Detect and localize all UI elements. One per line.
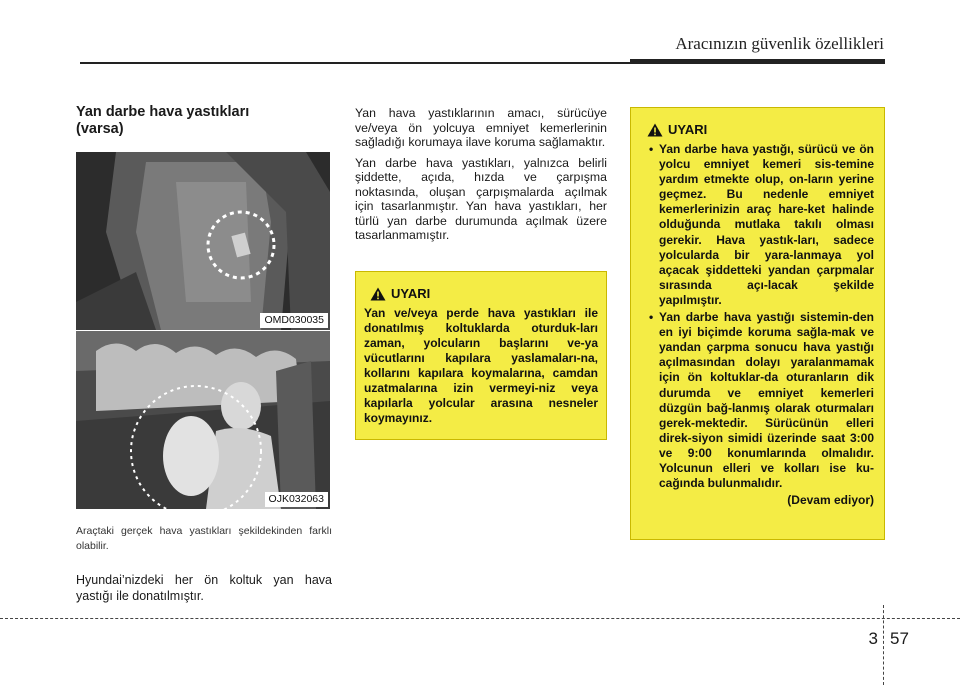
figure-code: OMD030035 <box>260 313 328 328</box>
warning-box-right <box>630 107 885 540</box>
middle-body <box>355 106 607 249</box>
section-title <box>76 104 326 138</box>
middle-paragraph-1: Yan hava yastıklarının amacı, sürücüye ve/veya ön yolcuya emniyet kemerlerinin sağladığı korumaya ilave koruma sağlamaktır. <box>355 106 607 149</box>
figure-occupant-airbag <box>76 331 330 509</box>
warning-label: UYARI <box>391 286 431 301</box>
footer-divider <box>883 605 884 685</box>
footer-rule <box>0 618 960 619</box>
warning-header <box>647 122 874 137</box>
warning-triangle-icon <box>647 123 663 137</box>
warning-triangle-icon <box>370 287 386 301</box>
warning-text: Yan ve/veya perde hava yastıkları ile donatılmış koltuklarda oturduk-ları zaman, yolcuların başlarını ve-ya vücutlarını kapılara yaslamaları-na, kollarını kapılara koymalarına, camdan uzatmalarına izin vermeyi-niz veya kapılarla yolcular arasına nesneler koymayınız. <box>364 306 598 425</box>
section-title-line2: (varsa) <box>76 121 124 137</box>
page-number: 57 <box>890 629 909 648</box>
header-rule-accent <box>630 59 885 63</box>
occupant-illustration <box>76 331 330 509</box>
figure-code: OJK032063 <box>265 492 328 507</box>
middle-paragraph-2: Yan darbe hava yastıkları, yalnızca belirli şiddette, açıda, hızda ve çarpışma noktasında, oluşan çarpışmalarda açılmak için tasarlanmıştır. Yan hava yastıkları, her türlü yan darbe durumunda açılmak üzere tasarlanmamıştır. <box>355 155 607 242</box>
bullet-icon: • <box>649 142 654 156</box>
figure-caption: Araçtaki gerçek hava yastıkları şekildekinden farklı olabilir. <box>76 525 332 552</box>
warning-header <box>370 286 598 301</box>
left-body-text: Hyundai’nizdeki her ön koltuk yan hava yastığı ile donatılmıştır. <box>76 573 332 603</box>
header-title: Aracınızın güvenlik özellikleri <box>675 34 884 53</box>
warning-list <box>641 142 874 491</box>
warning-list-item: • Yan darbe hava yastığı, sürücü ve ön yolcu emniyet kemeri sis-temine yardım etmekte olup, on-ların yerine geçmez. Bu nedenle emniyet kemerlerinizin araç hare-ket halinde olduğunda mutlaka takılı olması gerekir. Hava yastık-ları, sadece yolcularda bir yara-lanmaya yol açacak şiddetteki yandan çarpmalar sırasında açı-lacak şekilde yapılmıştır. <box>649 142 874 307</box>
seat-illustration <box>76 152 330 330</box>
warning-box-middle <box>355 271 607 440</box>
figure-seat-airbag <box>76 152 330 330</box>
warning-label: UYARI <box>668 122 708 137</box>
chapter-number: 3 <box>868 629 878 648</box>
warning-list-item: • Yan darbe hava yastığı sistemin-den en iyi biçimde koruma sağla-mak ve yandan çarpma sonucu hava yastığı açılmasından dolayı yaralanmamak için ön koltuklar-da oturanların dik durumda ve emniyet kemerleri düzgün bağ-lanmış olarak oturmaları gerek-mektedir. Sürücünün elleri direk-siyon simidi üzerinde saat 3:00 ve 9:00 konumlarında olmalıdır. Yolcunun elleri ve kolları ise ku-cağında bulunmalıdır. <box>649 310 874 491</box>
section-title-line1: Yan darbe hava yastıkları <box>76 104 250 120</box>
continued-note: (Devam ediyor) <box>787 493 874 508</box>
bullet-icon: • <box>649 310 654 325</box>
